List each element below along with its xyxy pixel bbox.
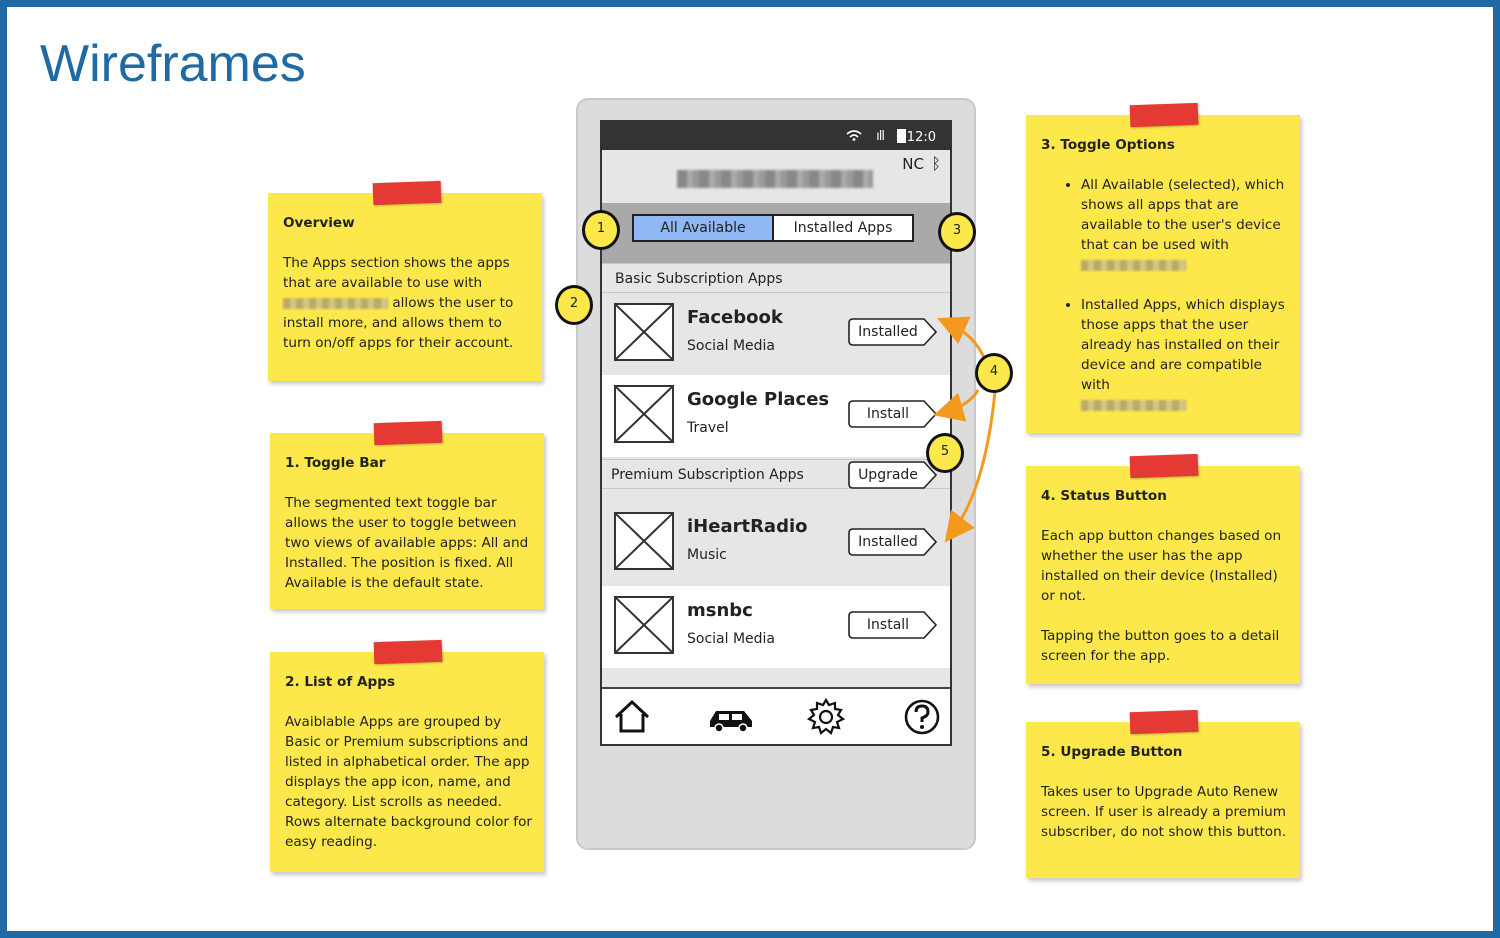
status-button-installed[interactable]: [848, 528, 938, 556]
list-of-apps-note: [270, 652, 544, 872]
callout-3: 3: [938, 212, 976, 252]
note-text: All Available (selected), which shows all apps that are available to the user's device that can be used with: [1081, 177, 1285, 253]
note-text: Installed Apps, which displays those apps that the user already has installed on their device and are compatible with: [1081, 297, 1285, 393]
premium-section-header: Premium Subscription Apps: [602, 459, 950, 489]
tape: [373, 181, 442, 205]
button-label: Installed: [858, 534, 918, 550]
status-button-install[interactable]: [848, 400, 938, 428]
toggle-all-available[interactable]: All Available: [634, 216, 774, 240]
app-header: [602, 150, 950, 203]
note-text: Each app button changes based on whether the user has the app installed on their device (Installed) or not.: [1041, 528, 1282, 604]
header-short-label: NC: [902, 155, 924, 173]
tape: [1130, 454, 1199, 478]
status-button-installed[interactable]: [848, 318, 938, 346]
toggle-option-item: [1081, 175, 1286, 275]
note-line: install more, and allows them to: [283, 315, 502, 331]
callout-5: 5: [926, 433, 964, 473]
button-label: Install: [866, 406, 910, 422]
tape: [374, 640, 443, 664]
toggle-bar: [602, 203, 950, 263]
app-category: Social Media: [687, 338, 776, 354]
app-name: Google Places: [687, 389, 830, 410]
toggle-options-list: [1041, 175, 1286, 415]
note-line: turn on/off apps for their account.: [283, 335, 514, 351]
note-line: that are available to use with: [283, 275, 483, 291]
app-category: Travel: [687, 420, 729, 436]
redacted-app-title: [677, 170, 873, 188]
car-icon[interactable]: [706, 697, 756, 737]
bottom-nav: [602, 687, 950, 744]
app-name: Facebook: [687, 307, 783, 328]
status-button-note: [1026, 466, 1300, 684]
image-placeholder-icon: [614, 385, 674, 443]
upgrade-button[interactable]: [848, 461, 938, 489]
tape: [1130, 710, 1199, 734]
app-row-facebook[interactable]: [602, 293, 950, 375]
segmented-toggle: [632, 214, 914, 242]
image-placeholder-icon: [614, 596, 674, 654]
image-placeholder-icon: [614, 303, 674, 361]
app-name: msnbc: [687, 600, 753, 621]
status-time: 12:0: [906, 130, 936, 145]
basic-section-header: Basic Subscription Apps: [602, 263, 950, 293]
note-text: The segmented text toggle bar allows the user to toggle between two views of available apps: All and Installed. The position is fixed. All Available is the default state.: [285, 495, 529, 591]
slide-title: Wireframes: [40, 35, 306, 93]
note-text: Takes user to Upgrade Auto Renew screen. If user is already a premium subscriber, do not show this button.: [1041, 784, 1287, 840]
redacted-text: [1081, 400, 1186, 411]
note-heading: 4. Status Button: [1041, 488, 1167, 504]
button-label: Upgrade: [858, 467, 918, 483]
callout-4: 4: [975, 353, 1013, 393]
button-label: Installed: [858, 324, 918, 340]
toggle-bar-note: [270, 433, 544, 609]
wifi-icon: [846, 129, 862, 141]
note-heading: 3. Toggle Options: [1041, 137, 1175, 153]
toggle-option-item: [1081, 295, 1286, 415]
app-row-iheartradio[interactable]: [602, 502, 950, 584]
note-heading: Overview: [283, 215, 355, 231]
redacted-text: [283, 298, 388, 309]
phone-screen: [600, 120, 952, 746]
battery-icon: [897, 129, 906, 143]
app-category: Social Media: [687, 631, 776, 647]
tape: [374, 421, 443, 445]
redacted-text: [1081, 260, 1186, 271]
status-button-install[interactable]: [848, 611, 938, 639]
overview-note: [268, 193, 542, 381]
signal-icon: ıll: [876, 129, 884, 144]
callout-2: 2: [555, 285, 593, 325]
note-line: allows the user to: [392, 295, 514, 311]
note-text: [283, 253, 528, 353]
image-placeholder-icon: [614, 512, 674, 570]
note-heading: 5. Upgrade Button: [1041, 744, 1183, 760]
help-icon[interactable]: [902, 697, 942, 737]
bluetooth-icon: ᛒ: [931, 154, 941, 173]
app-row-msnbc[interactable]: [602, 586, 950, 668]
app-row-google-places[interactable]: [602, 375, 950, 457]
note-text: Avaiblable Apps are grouped by Basic or Premium subscriptions and listed in alphabetical order. The app displays the app icon, name, and category. List scrolls as needed. Rows alternate background color for easy reading.: [285, 714, 532, 850]
gear-icon[interactable]: [806, 697, 846, 737]
note-line: The Apps section shows the apps: [283, 255, 510, 271]
note-heading: 1. Toggle Bar: [285, 455, 386, 471]
toggle-installed-apps[interactable]: Installed Apps: [793, 220, 893, 236]
tape: [1130, 103, 1199, 127]
toggle-options-note: [1026, 115, 1300, 433]
status-bar: [602, 122, 950, 150]
app-category: Music: [687, 547, 727, 563]
button-label: Install: [866, 617, 910, 633]
note-text: Tapping the button goes to a detail screen for the app.: [1041, 628, 1280, 664]
note-heading: 2. List of Apps: [285, 674, 396, 690]
app-name: iHeartRadio: [687, 516, 808, 537]
upgrade-button-note: [1026, 722, 1300, 878]
home-icon[interactable]: [612, 697, 652, 737]
callout-1: 1: [582, 210, 620, 250]
